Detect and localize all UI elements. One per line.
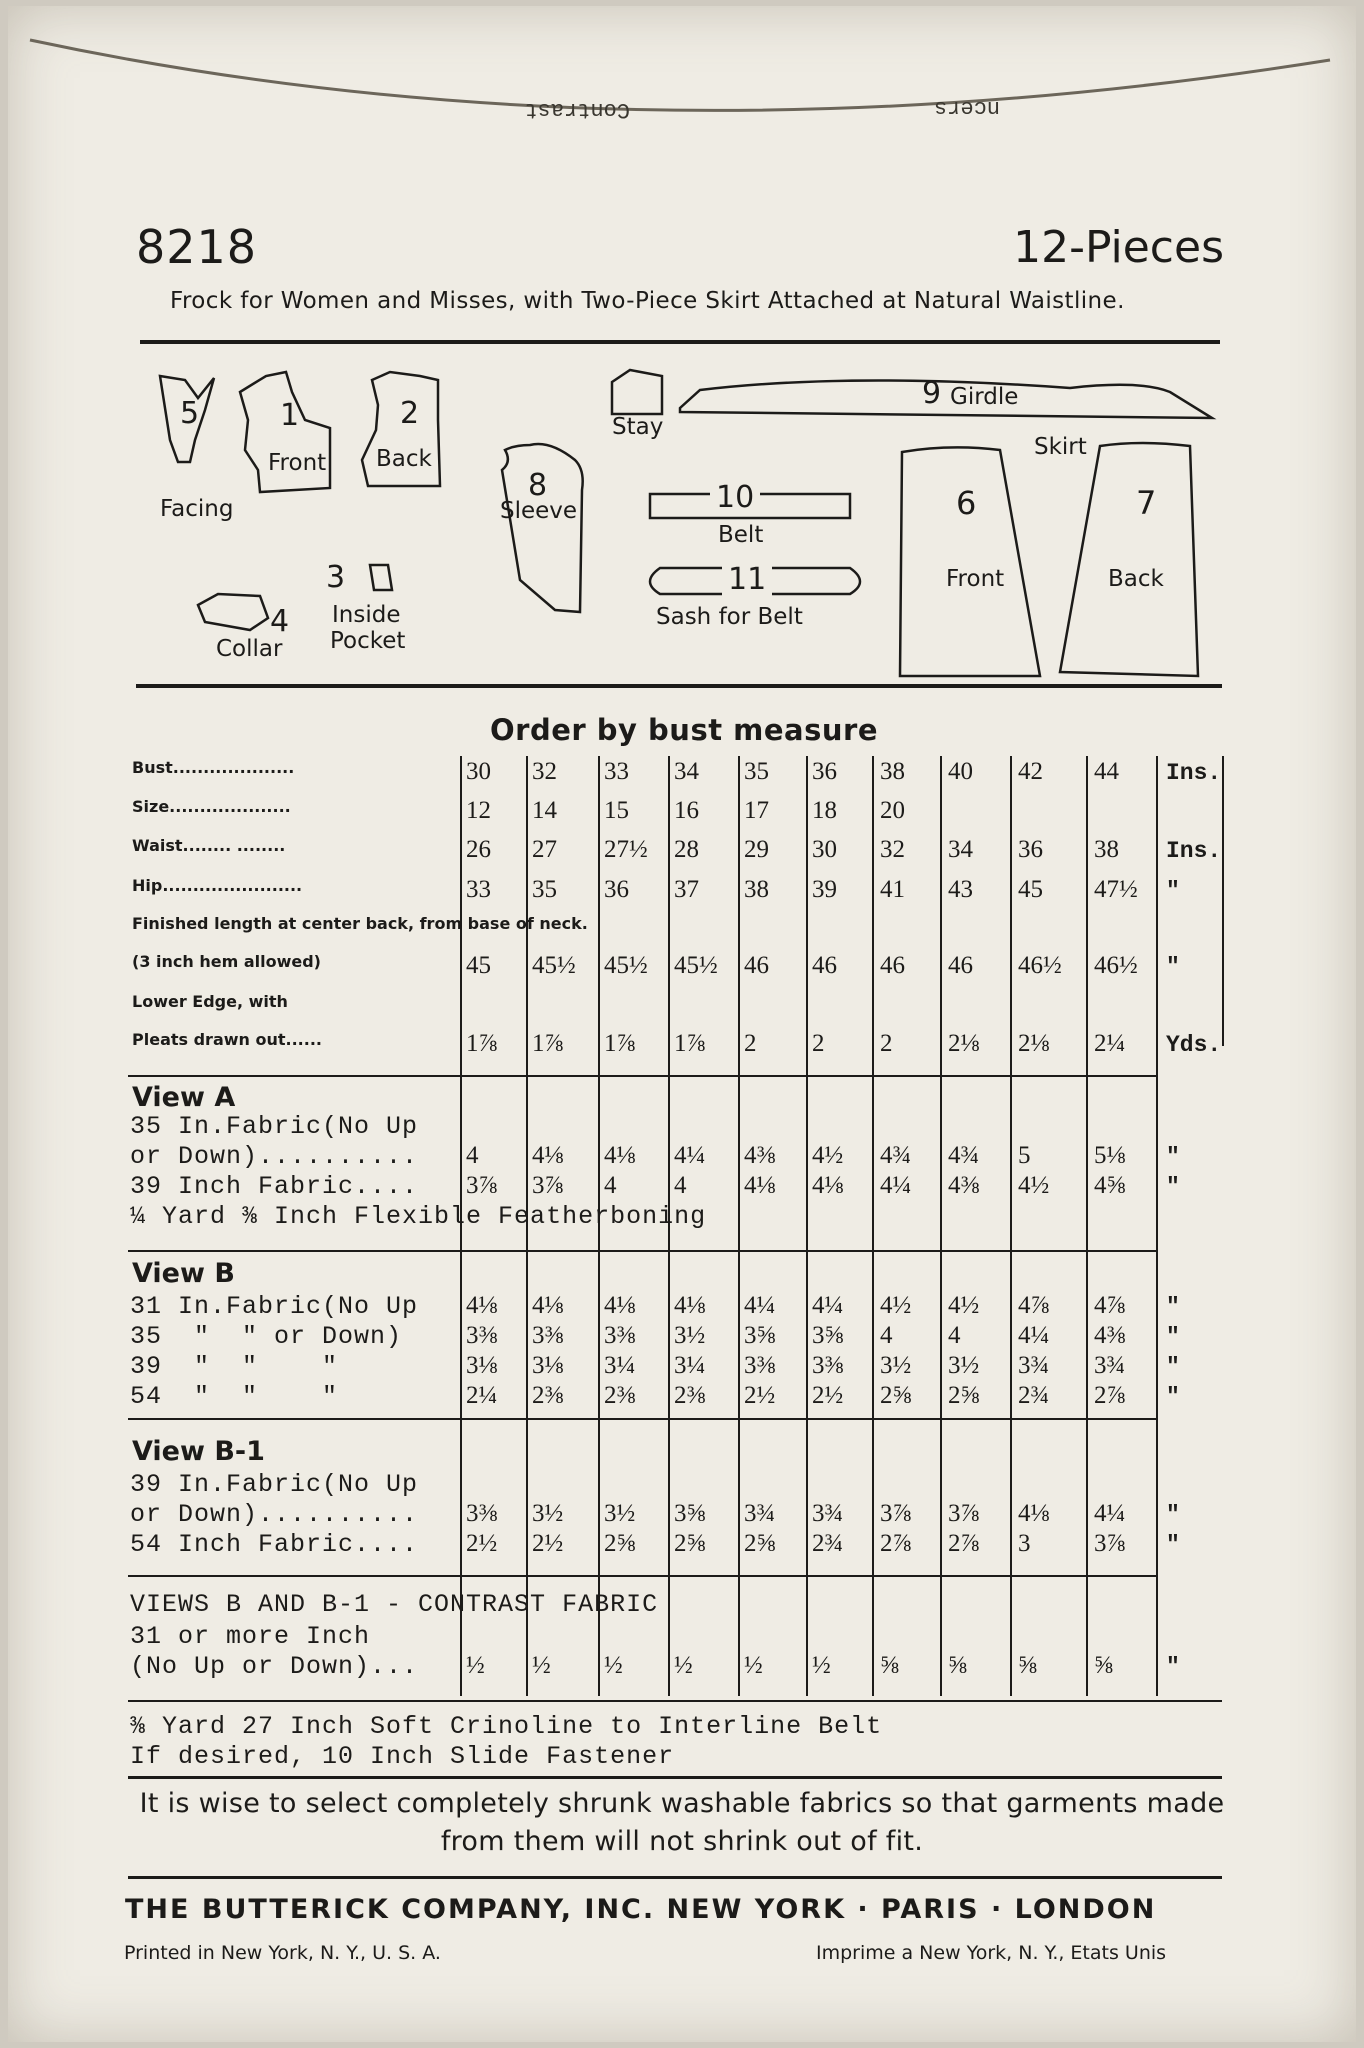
table-cell: 2⅝ <box>880 1382 912 1409</box>
skirt-back-piece <box>1060 443 1198 676</box>
table-cell: 4½ <box>948 1292 980 1319</box>
table-cell: 3⅜ <box>466 1500 498 1527</box>
table-cell: 35 <box>532 876 557 903</box>
grid-vline <box>1222 756 1224 1046</box>
table-cell: 41 <box>880 876 905 903</box>
table-cell: 4⅛ <box>744 1172 776 1199</box>
facing-number: 5 <box>180 396 200 431</box>
table-cell: 4¼ <box>674 1142 706 1169</box>
unit-label: " <box>1166 1384 1180 1410</box>
table-cell: 36 <box>604 876 629 903</box>
table-cell: 18 <box>812 797 837 824</box>
table-cell: ½ <box>674 1652 693 1679</box>
grid-hline <box>128 1575 1158 1577</box>
table-cell: 2⅞ <box>1094 1382 1126 1409</box>
table-cell: 1⅞ <box>674 1030 706 1057</box>
table-cell: 2 <box>880 1030 893 1057</box>
table-cell: ½ <box>532 1652 551 1679</box>
table-cell: 32 <box>532 758 557 785</box>
unit-label: " <box>1166 1324 1180 1350</box>
girdle-number: 9 <box>922 376 942 411</box>
table-cell: 4⅛ <box>604 1292 636 1319</box>
table-cell: 2⅝ <box>604 1530 636 1557</box>
table-cell: 5⅛ <box>1094 1142 1126 1169</box>
table-cell: 3 <box>1018 1530 1031 1557</box>
stay-label: Stay <box>612 414 664 440</box>
table-cell: ⅝ <box>880 1652 899 1679</box>
table-cell: 35 <box>744 758 769 785</box>
grid-hline <box>128 1418 1158 1420</box>
skirt-front-piece <box>900 447 1040 676</box>
table-cell: 45½ <box>532 952 576 979</box>
table-cell: 45½ <box>604 952 648 979</box>
pocket-label-line2: Pocket <box>330 628 406 654</box>
table-cell: 43 <box>948 876 973 903</box>
table-cell: ⅝ <box>1018 1652 1037 1679</box>
table-cell: 37 <box>674 876 699 903</box>
table-cell: 2⅜ <box>532 1382 564 1409</box>
table-cell: 3½ <box>532 1500 564 1527</box>
table-cell: 3½ <box>880 1352 912 1379</box>
table-cell: 4¼ <box>812 1292 844 1319</box>
table-cell: 3⅞ <box>466 1172 498 1199</box>
table-cell: 3⅜ <box>532 1322 564 1349</box>
row-label: Hip....................... <box>132 876 303 895</box>
skirt-label: Skirt <box>1034 434 1087 460</box>
table-cell: 4¼ <box>1018 1322 1050 1349</box>
row-label: Pleats drawn out...... <box>132 1030 322 1049</box>
table-cell: 2⅞ <box>880 1530 912 1557</box>
table-cell: 4⅜ <box>744 1142 776 1169</box>
table-cell: 39 <box>812 876 837 903</box>
table-cell: 40 <box>948 758 973 785</box>
table-cell: 4⅛ <box>674 1292 706 1319</box>
flap-mirror-text-left: Contrast <box>524 97 630 122</box>
table-cell: 4 <box>948 1322 961 1349</box>
table-cell: 4⅛ <box>812 1172 844 1199</box>
table-cell: 4¼ <box>744 1292 776 1319</box>
table-cell: ½ <box>812 1652 831 1679</box>
table-cell: 2¼ <box>466 1382 498 1409</box>
table-cell: 3⅝ <box>812 1322 844 1349</box>
table-cell: 3¾ <box>1094 1352 1126 1379</box>
table-cell: 46½ <box>1094 952 1138 979</box>
unit-label: Ins. <box>1166 838 1222 864</box>
printed-in-text: Printed in New York, N. Y., U. S. A. <box>124 1942 441 1964</box>
table-cell: 2½ <box>466 1530 498 1557</box>
footer-divider <box>128 1876 1222 1879</box>
row-label: Finished length at center back, from base of neck. <box>132 914 588 933</box>
table-cell: 38 <box>880 758 905 785</box>
table-cell: 46 <box>812 952 837 979</box>
table-cell: 2 <box>744 1030 757 1057</box>
table-cell: 4⅛ <box>1018 1500 1050 1527</box>
table-cell: 44 <box>1094 758 1119 785</box>
table-cell: 2¼ <box>1094 1030 1126 1057</box>
crinoline-note: ⅜ Yard 27 Inch Soft Crinoline to Interline Belt <box>130 1712 883 1741</box>
table-cell: 4¼ <box>880 1172 912 1199</box>
table-cell: 46 <box>744 952 769 979</box>
imprime-text: Imprime a New York, N. Y., Etats Unis <box>816 1942 1167 1964</box>
header-divider <box>140 340 1220 344</box>
stay-piece <box>612 370 662 414</box>
girdle-label: Girdle <box>950 384 1019 410</box>
view-a-line: ¼ Yard ⅜ Inch Flexible Featherboning <box>130 1202 707 1231</box>
table-cell: 30 <box>466 758 491 785</box>
table-cell: 26 <box>466 836 491 863</box>
table-cell: 2⅝ <box>948 1382 980 1409</box>
table-cell: ⅝ <box>948 1652 967 1679</box>
table-cell: 36 <box>812 758 837 785</box>
table-cell: 3⅛ <box>466 1352 498 1379</box>
advice-line-2: from them will not shrink out of fit. <box>440 1826 924 1857</box>
table-cell: 3⅝ <box>674 1500 706 1527</box>
table-cell: 45 <box>1018 876 1043 903</box>
table-cell: 4⅛ <box>532 1142 564 1169</box>
row-label: Lower Edge, with <box>132 992 288 1011</box>
table-cell: 2⅛ <box>1018 1030 1050 1057</box>
view-a-line: 39 Inch Fabric.... <box>130 1172 419 1201</box>
table-cell: 4 <box>880 1322 893 1349</box>
table-cell: 2½ <box>532 1530 564 1557</box>
table-cell: ½ <box>466 1652 485 1679</box>
table-row-finished-length-heading <box>0 914 1100 950</box>
view-b-line: 35 " " or Down) <box>130 1322 403 1351</box>
table-cell: ½ <box>744 1652 763 1679</box>
table-cell: 3¾ <box>812 1500 844 1527</box>
view-a-heading: View A <box>132 1082 236 1113</box>
table-cell: 38 <box>1094 836 1119 863</box>
unit-label: " <box>1166 1144 1180 1170</box>
table-cell: 2⅝ <box>744 1530 776 1557</box>
table-cell: 4⅞ <box>1094 1292 1126 1319</box>
table-cell: 36 <box>1018 836 1043 863</box>
unit-label: " <box>1166 954 1180 980</box>
sash-number: 11 <box>722 562 772 597</box>
table-cell: ⅝ <box>1094 1652 1113 1679</box>
flap-mirror-text-right: ncers <box>933 95 1000 120</box>
table-cell: 3½ <box>674 1322 706 1349</box>
view-b1-line: 39 In.Fabric(No Up <box>130 1470 419 1499</box>
collar-piece <box>198 594 268 630</box>
back-number: 2 <box>400 396 420 431</box>
table-cell: 4½ <box>880 1292 912 1319</box>
sash-label: Sash for Belt <box>656 604 803 630</box>
table-cell: 33 <box>466 876 491 903</box>
unit-label: " <box>1166 1174 1180 1200</box>
table-cell: 3⅜ <box>466 1322 498 1349</box>
table-cell: 4⅜ <box>1094 1322 1126 1349</box>
table-cell: 4½ <box>1018 1172 1050 1199</box>
unit-label: " <box>1166 1532 1180 1558</box>
table-cell: 2⅝ <box>674 1530 706 1557</box>
table-cell: 4¾ <box>880 1142 912 1169</box>
facing-label: Facing <box>160 496 234 522</box>
table-cell: 38 <box>744 876 769 903</box>
table-cell: 4¾ <box>948 1142 980 1169</box>
table-cell: 15 <box>604 797 629 824</box>
piece-count: 12-Pieces <box>1013 222 1224 273</box>
table-cell: 4¼ <box>1094 1500 1126 1527</box>
skirt-front-number: 6 <box>956 484 977 522</box>
table-cell: 4 <box>604 1172 617 1199</box>
sleeve-number: 8 <box>528 468 548 503</box>
table-cell: 2 <box>812 1030 825 1057</box>
front-label: Front <box>268 450 327 476</box>
unit-label: " <box>1166 1502 1180 1528</box>
table-cell: 3⅜ <box>604 1322 636 1349</box>
table-cell: 27 <box>532 836 557 863</box>
collar-number: 4 <box>270 604 290 639</box>
table-cell: 2¾ <box>1018 1382 1050 1409</box>
table-cell: 4 <box>674 1172 687 1199</box>
table-cell: 34 <box>674 758 699 785</box>
skirt-front-label: Front <box>946 566 1005 592</box>
table-cell: 17 <box>744 797 769 824</box>
table-cell: 4⅞ <box>1018 1292 1050 1319</box>
table-cell: 3⅜ <box>744 1352 776 1379</box>
table-cell: 3⅞ <box>948 1500 980 1527</box>
pattern-description: Frock for Women and Misses, with Two-Piece Skirt Attached at Natural Waistline. <box>170 288 1125 314</box>
table-cell: 45 <box>466 952 491 979</box>
table-cell: 45½ <box>674 952 718 979</box>
table-cell: 14 <box>532 797 557 824</box>
back-label: Back <box>376 446 432 472</box>
table-cell: 3⅞ <box>532 1172 564 1199</box>
skirt-back-label: Back <box>1108 566 1164 592</box>
table-cell: 3⅜ <box>812 1352 844 1379</box>
table-cell: 28 <box>674 836 699 863</box>
unit-label: Ins. <box>1166 760 1222 786</box>
belt-number: 10 <box>710 480 760 515</box>
table-cell: 46½ <box>1018 952 1062 979</box>
sleeve-label: Sleeve <box>500 498 578 524</box>
pocket-label-line1: Inside <box>332 602 401 628</box>
table-cell: 3½ <box>604 1500 636 1527</box>
view-b-line: 54 " " " <box>130 1382 339 1411</box>
table-cell: 32 <box>880 836 905 863</box>
row-label: Waist........ ........ <box>132 836 286 855</box>
table-cell: 47½ <box>1094 876 1138 903</box>
table-cell: 3⅞ <box>1094 1530 1126 1557</box>
belt-label: Belt <box>718 522 764 548</box>
table-cell: 2⅞ <box>948 1530 980 1557</box>
row-label: Size.................... <box>132 797 291 816</box>
table-cell: 20 <box>880 797 905 824</box>
notes-divider <box>128 1776 1222 1779</box>
table-cell: 16 <box>674 797 699 824</box>
collar-label: Collar <box>216 636 283 662</box>
unit-label: " <box>1166 1294 1180 1320</box>
pattern-number: 8218 <box>136 220 258 274</box>
table-cell: 3⅝ <box>744 1322 776 1349</box>
envelope-flap <box>0 0 1364 160</box>
contrast-line: 31 or more Inch <box>130 1622 371 1651</box>
advice-line-1: It is wise to select completely shrunk washable fabrics so that garments made <box>139 1788 1225 1819</box>
grid-hline <box>128 1700 1222 1702</box>
table-cell: 42 <box>1018 758 1043 785</box>
table-cell: 4⅜ <box>948 1172 980 1199</box>
unit-label: " <box>1166 1654 1180 1680</box>
table-cell: 2½ <box>812 1382 844 1409</box>
table-cell: ½ <box>604 1652 623 1679</box>
table-cell: 2½ <box>744 1382 776 1409</box>
table-cell: 1⅞ <box>466 1030 498 1057</box>
unit-label: " <box>1166 1354 1180 1380</box>
row-label: Bust.................... <box>132 758 295 777</box>
table-cell: 2⅛ <box>948 1030 980 1057</box>
table-cell: 4½ <box>812 1142 844 1169</box>
table-cell: 34 <box>948 836 973 863</box>
front-number: 1 <box>280 398 300 433</box>
grid-hline <box>128 1250 1158 1252</box>
table-cell: 2⅜ <box>604 1382 636 1409</box>
table-cell: 4⅛ <box>604 1142 636 1169</box>
row-label: (3 inch hem allowed) <box>132 952 321 971</box>
diagram-divider <box>136 684 1222 688</box>
fastener-note: If desired, 10 Inch Slide Fastener <box>130 1742 675 1771</box>
table-title: Order by bust measure <box>490 713 878 747</box>
table-cell: 3⅛ <box>532 1352 564 1379</box>
table-cell: 46 <box>948 952 973 979</box>
table-cell: 12 <box>466 797 491 824</box>
view-b1-line: 54 Inch Fabric.... <box>130 1530 419 1559</box>
grid-hline <box>128 1075 1158 1077</box>
view-b1-heading: View B-1 <box>132 1436 265 1467</box>
skirt-back-number: 7 <box>1136 484 1157 522</box>
table-cell: 3¼ <box>604 1352 636 1379</box>
table-cell: 3⅞ <box>880 1500 912 1527</box>
table-cell: 4⅛ <box>532 1292 564 1319</box>
view-b1-line: or Down).......... <box>130 1500 419 1529</box>
table-cell: 3¾ <box>1018 1352 1050 1379</box>
table-cell: 1⅞ <box>604 1030 636 1057</box>
table-cell: 46 <box>880 952 905 979</box>
unit-label: " <box>1166 878 1180 904</box>
table-cell: 3¼ <box>674 1352 706 1379</box>
company-name: THE BUTTERICK COMPANY, INC. NEW YORK · PARIS · LONDON <box>125 1894 1157 1925</box>
view-a-line: or Down).......... <box>130 1142 419 1171</box>
pocket-piece <box>370 565 392 590</box>
table-cell: 33 <box>604 758 629 785</box>
contrast-heading: VIEWS B AND B-1 - CONTRAST FABRIC <box>130 1590 659 1619</box>
table-cell: 4 <box>466 1142 479 1169</box>
table-cell: 2⅜ <box>674 1382 706 1409</box>
view-a-line: 35 In.Fabric(No Up <box>130 1112 419 1141</box>
table-row-lower-edge-heading <box>0 992 1100 1028</box>
girdle-piece <box>680 380 1212 418</box>
contrast-line: (No Up or Down)... <box>130 1652 419 1681</box>
table-cell: 1⅞ <box>532 1030 564 1057</box>
view-b-line: 39 " " " <box>130 1352 339 1381</box>
table-cell: 2¾ <box>812 1530 844 1557</box>
table-cell: 4⅛ <box>466 1292 498 1319</box>
table-cell: 29 <box>744 836 769 863</box>
pocket-number: 3 <box>326 560 346 595</box>
table-cell: 27½ <box>604 836 648 863</box>
table-cell: 30 <box>812 836 837 863</box>
unit-label: Yds. <box>1166 1032 1222 1058</box>
table-cell: 3¾ <box>744 1500 776 1527</box>
table-cell: 5 <box>1018 1142 1031 1169</box>
table-cell: 3½ <box>948 1352 980 1379</box>
view-b-heading: View B <box>132 1258 235 1289</box>
view-b-line: 31 In.Fabric(No Up <box>130 1292 419 1321</box>
table-cell: 4⅝ <box>1094 1172 1126 1199</box>
